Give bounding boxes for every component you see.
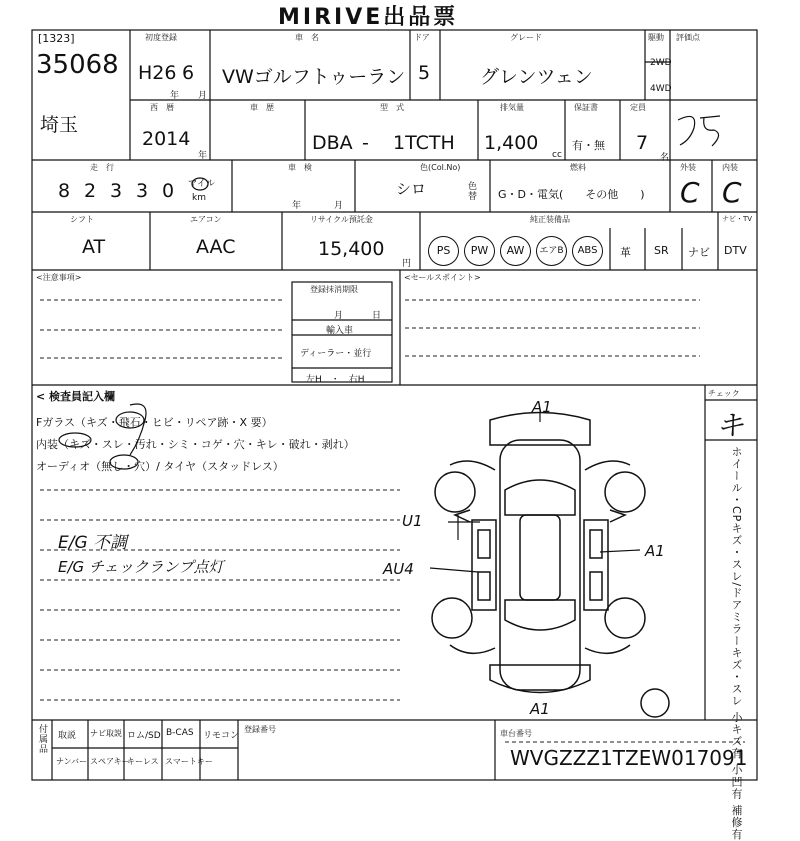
interior-label: 内装 (722, 163, 738, 172)
hand-note-2: E/G チェックランプ点灯 (58, 558, 224, 576)
checked-label: チェック (708, 389, 740, 398)
model-grade: グレンツェン (480, 66, 593, 88)
sales-points-label: <セールスポイント> (404, 273, 481, 282)
aircon-label: エアコン (190, 215, 222, 224)
acc-navi-manual: ナビ取説 (90, 729, 122, 738)
first-reg-month: 6 (182, 62, 195, 84)
year-label: 西 暦 (150, 103, 174, 112)
import-dealer: ディーラー・並行 (300, 349, 372, 359)
inspector-label: < 検査員記入欄 (36, 390, 116, 403)
registration-label: 登録番号 (244, 725, 276, 734)
first-reg-era: H26 (138, 62, 177, 84)
shift-label: シフト (70, 215, 94, 224)
mileage-unit-mile: マイル (188, 179, 215, 189)
type-code: 1TCTH (393, 132, 455, 154)
inspection-month: 月 (334, 201, 344, 211)
mileage-digit-1: 8 (58, 180, 71, 202)
seats-label: 定員 (630, 103, 646, 112)
acc-remote: リモコン (203, 731, 240, 741)
navi-tv-label: ナビ・TV (722, 215, 753, 223)
doors-label: ドア (414, 33, 430, 42)
equip-dtv: DTV (724, 244, 747, 257)
mileage-digit-3: 3 (110, 180, 123, 202)
color-label: 色(Col.No) (420, 163, 461, 172)
import-steering: 左H ・ 右H (306, 375, 365, 385)
fuel-label: 燃料 (570, 163, 586, 172)
mileage-digit-4: 3 (136, 180, 149, 202)
chassis-number: WVGZZZ1TZEW017091 (510, 746, 748, 770)
grade-label: グレード (510, 33, 542, 42)
notes-label: <注意事項> (36, 273, 82, 282)
inspection-year: 年 (292, 201, 302, 211)
inspection-label: 車 検 (288, 163, 312, 172)
acc-plate: ナンバー (56, 757, 88, 766)
color-value: シロ (396, 180, 427, 198)
mileage-label: 走 行 (90, 163, 114, 172)
checked-mark: キ (716, 409, 745, 442)
displacement-label: 排気量 (500, 103, 524, 112)
import-month: 月 (334, 311, 344, 321)
acc-keyless: キーレス (127, 757, 159, 766)
first-reg-year-unit: 年 (170, 91, 180, 101)
equipment-label: 純正装備品 (530, 215, 570, 224)
acc-rom-sd: ロム/SD (127, 731, 161, 741)
warranty-label: 保証書 (574, 103, 598, 112)
mark-left-lower: AU4 (383, 560, 414, 578)
mileage-digit-5: 0 (162, 180, 175, 202)
inspector-line-interior: 内装（キズ・スレ・汚れ・シミ・コゲ・穴・キレ・破れ・剥れ） (36, 438, 355, 451)
aircon-value: AAC (196, 236, 236, 258)
acc-smart-key: スマートキー (165, 757, 213, 766)
exterior-label: 外装 (680, 163, 696, 172)
mark-right: A1 (645, 542, 665, 560)
inspector-line-glass: Fガラス（キズ・飛石・ヒビ・リペア跡・X 要） (36, 416, 273, 429)
shift-value: AT (82, 236, 106, 258)
chassis-label: 車 歴 (250, 103, 274, 112)
mark-top: A1 (532, 398, 552, 416)
import-header: 登録抹消期限 (310, 285, 358, 294)
first-reg-month-unit: 月 (198, 91, 208, 101)
type-prefix: DBA (312, 132, 353, 154)
model-name: VWゴルフトゥーラン (222, 66, 406, 88)
equip-ps: PS (428, 236, 459, 266)
lot-code: [1323] (38, 32, 75, 45)
equip-leather: 革 (620, 246, 631, 259)
recycle-label: リサイクル預託金 (310, 215, 373, 224)
equip-pw: PW (464, 236, 495, 266)
region: 埼玉 (40, 114, 79, 136)
mark-left-upper: U1 (402, 512, 423, 530)
hand-note-1: E/G 不調 (58, 533, 128, 553)
fuel-value: G・D・電気( その他 ) (498, 188, 645, 201)
type-dash: - (362, 132, 369, 154)
import-label: 輸入車 (326, 326, 354, 336)
model-doors: 5 (418, 62, 431, 84)
acc-spare-key: スペアキー (90, 757, 130, 766)
accessories-label: 付属品 (37, 724, 47, 754)
import-day: 日 (372, 311, 382, 321)
sheet-title: MIRIVE出品票 (278, 5, 459, 30)
equip-aw: AW (500, 236, 531, 266)
equip-navi: ナビ (688, 246, 710, 259)
lot-number: 35068 (36, 50, 119, 80)
drive-4wd: 4WD (650, 84, 672, 94)
type-label: 型 式 (380, 103, 404, 112)
seats-value: 7 (636, 132, 649, 154)
side-note: ホイール・CPキズ・スレ/ドアミラーキズ・スレ 小キズ有 小凹有 補修有 (730, 446, 743, 841)
displacement-value: 1,400 (484, 132, 539, 154)
mark-bottom: A1 (530, 700, 550, 718)
seats-unit: 名 (660, 153, 670, 163)
first-reg-label: 初度登録 (145, 33, 177, 42)
interior-grade: C (722, 176, 742, 209)
inspector-line-audio: オーディオ（無し・穴）/ タイヤ（スタッドレス） (36, 460, 284, 473)
equip-abs: ABS (572, 236, 603, 266)
chassis-no-label: 車台番号 (500, 729, 532, 738)
drive-2wd: 2WD (650, 58, 672, 68)
recycle-value: 15,400 (318, 238, 385, 260)
displacement-unit: cc (552, 150, 562, 160)
mileage-unit-km: km (192, 193, 206, 203)
mileage-digit-2: 2 (84, 180, 97, 202)
equip-airbag: エアB (536, 236, 567, 266)
acc-bcas: B-CAS (166, 728, 194, 738)
color-change: 色替 (468, 182, 478, 202)
year-unit: 年 (198, 151, 208, 161)
drive-label: 駆動 (648, 33, 664, 42)
year-value: 2014 (142, 128, 191, 150)
acc-manual: 取説 (58, 731, 77, 741)
model-name-label: 車 名 (295, 33, 319, 42)
warranty-value: 有・無 (572, 139, 605, 152)
exterior-grade: C (680, 176, 700, 209)
rating-label: 評価点 (676, 33, 700, 42)
recycle-unit: 円 (402, 259, 412, 269)
equip-sr: SR (654, 244, 669, 257)
car-diagram (432, 413, 669, 718)
